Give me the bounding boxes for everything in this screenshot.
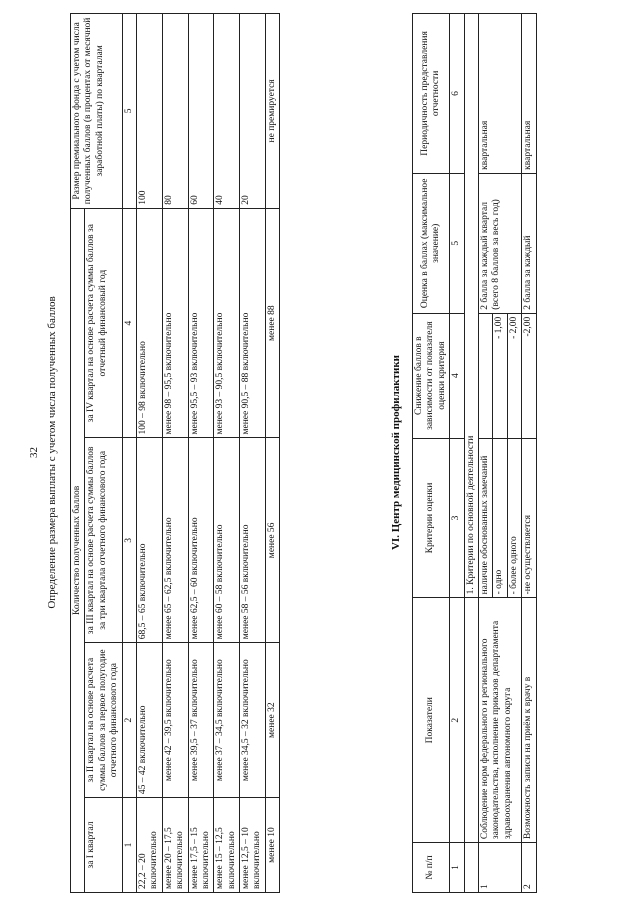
cell: 20 — [240, 14, 266, 209]
table-row — [136, 14, 162, 893]
cell: менее 10 — [265, 798, 279, 893]
table-row — [188, 14, 214, 893]
cell: 68,5 – 65 включительно — [136, 438, 162, 643]
cell: менее 95,5 – 93 включительно — [188, 208, 214, 438]
col-number: 2 — [122, 643, 136, 798]
cell: 100 – 98 включительно — [136, 208, 162, 438]
score: 2 балла за каждый квартал (всего 8 баллов за весь год) — [478, 173, 521, 313]
cell: менее 37 – 34,5 включительно — [214, 643, 240, 798]
period: квартальная — [522, 14, 536, 174]
cell: менее 58 – 56 включительно — [240, 438, 266, 643]
header-indicators: Показатели — [413, 598, 450, 843]
table-row — [522, 14, 536, 893]
cell: менее 60 – 58 включительно — [214, 438, 240, 643]
cell: не премируется — [265, 14, 279, 209]
group-header: Количество полученных баллов — [71, 208, 85, 892]
score: 2 балла за каждый — [522, 173, 536, 313]
col-number: 4 — [450, 313, 464, 438]
col-number: 5 — [450, 173, 464, 313]
criteria: -не осуществляется — [522, 438, 536, 598]
cell: менее 12,5 – 10 включительно — [240, 798, 266, 893]
page-number: 32 — [28, 447, 40, 458]
cell: менее 39,5 – 37 включительно — [188, 643, 214, 798]
cell: 22,2 – 20 включительно — [136, 798, 162, 893]
cell: менее 98 – 95,5 включительно — [162, 208, 188, 438]
header-2: за II квартал на основе расчета суммы баллов за первое полугодие отчетного финансового года — [85, 643, 122, 798]
criteria-table — [412, 13, 537, 893]
header-3: за III квартал на основе расчета суммы баллов за три квартала отчетного финансового года — [85, 438, 122, 643]
cell: менее 62,5 – 60 включительно — [188, 438, 214, 643]
decrease: - 1,00 — [493, 313, 507, 438]
period: квартальная — [478, 14, 521, 174]
group-row: 1. Критерии по основной деятельности — [464, 14, 478, 598]
table-row — [214, 14, 240, 893]
cell: 40 — [214, 14, 240, 209]
col-number: 5 — [122, 14, 136, 209]
cell: 60 — [188, 14, 214, 209]
decrease: - 2,00 — [507, 313, 521, 438]
cell: менее 17,5 – 15 включительно — [188, 798, 214, 893]
cell: 45 – 42 включительно — [136, 643, 162, 798]
cell: менее 90,5 – 88 включительно — [240, 208, 266, 438]
table-row — [240, 14, 266, 893]
col-number: 1 — [450, 843, 464, 893]
col-number: 6 — [450, 14, 464, 174]
cell: 80 — [162, 14, 188, 209]
criteria: - более одного — [507, 438, 521, 598]
col-number: 4 — [122, 208, 136, 438]
header-1: за I квартал — [85, 798, 122, 893]
cell: менее 32 — [265, 643, 279, 798]
table1-title: Определение размера выплаты с учетом числа полученных баллов — [46, 296, 58, 609]
row-number: 1 — [478, 843, 521, 893]
table-row — [162, 14, 188, 893]
decrease: -2,00 — [522, 313, 536, 438]
header-num: № п/п — [413, 843, 450, 893]
criteria: - одно — [493, 438, 507, 598]
cell: менее 56 — [265, 438, 279, 643]
header-5: Размер премиального фонда с учетом числа полученных баллов (в процентах от месячной заработной платы) по кварталам — [71, 14, 123, 209]
col-number: 2 — [450, 598, 464, 843]
header-4: за IV квартал на основе расчета суммы баллов за отчетный финансовый год — [85, 208, 122, 438]
cell: менее 20 – 17,5 включительно — [162, 798, 188, 893]
header-decrease: Снижение баллов в зависимости от показателя оценки критерия — [413, 313, 450, 438]
cell: менее 93 – 90,5 включительно — [214, 208, 240, 438]
col-number: 1 — [122, 798, 136, 893]
indicator: Соблюдение норм федерального и регионального законодательства, исполнение приказов департамента здравоохранения автономного округа — [478, 598, 521, 843]
col-number: 3 — [450, 438, 464, 598]
cell: менее 42 – 39,5 включительно — [162, 643, 188, 798]
cell: менее 34,5 – 32 включительно — [240, 643, 266, 798]
table-row — [478, 14, 492, 893]
cell: менее 88 — [265, 208, 279, 438]
payout-table — [70, 13, 280, 893]
cell: менее 65 – 62,5 включительно — [162, 438, 188, 643]
criteria: наличие обоснованных замечаний — [478, 438, 492, 598]
header-criteria: Критерии оценки — [413, 438, 450, 598]
indicator: Возможность записи на приём к врачу в — [522, 598, 536, 843]
header-score: Оценка в баллах (максимальное значение) — [413, 173, 450, 313]
cell: 100 — [136, 14, 162, 209]
row-number: 2 — [522, 843, 536, 893]
col-number: 3 — [122, 438, 136, 643]
cell: менее 15 – 12,5 включительно — [214, 798, 240, 893]
header-period: Периодичность представления отчетности — [413, 14, 450, 174]
section-title: VI. Центр медицинской профилактики — [390, 354, 402, 551]
table-row — [265, 14, 279, 893]
